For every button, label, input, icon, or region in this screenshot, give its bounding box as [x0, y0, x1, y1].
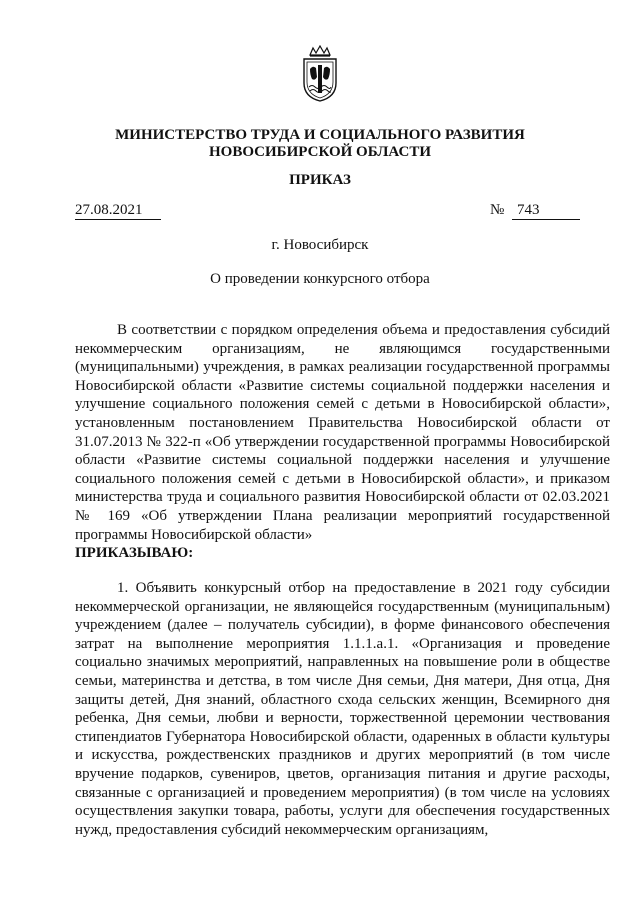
city-line: г. Новосибирск — [271, 237, 369, 253]
preamble-paragraph: В соответствии с порядком определения объема и предоставления субсидий некоммерческим организациям, не являющимся государственными (муниципальными) учреждения, в рамках реализации государственной программы Новосибирской области «Развитие системы социальной поддержки населения и улучшение социального положения семей с детьми в Новосибирской области», установленным постановлением Правительства Новосибирской области от 31.07.2013 № 322-п «Об утверждении государственной программы Новосибирской области «Развитие системы социальной поддержки населения и улучшение социального положения семей с детьми в Новосибирской области», и приказом министерства труда и социального развития Новосибирской области от 02.03.2021 № 169 «Об утверждении Плана реализации мероприятий государственной программы Новосибирской области» — [75, 322, 610, 543]
ministry-name-line2: НОВОСИБИРСКОЙ ОБЛАСТИ — [208, 144, 432, 160]
coat-of-arms-emblem — [298, 45, 342, 103]
ministry-name-line1: МИНИСТЕРСТВО ТРУДА И СОЦИАЛЬНОГО РАЗВИТИЯ — [115, 127, 525, 143]
order-item-1: 1. Объявить конкурсный отбор на предоставление в 2021 году субсидии некоммерческой организации, не являющейся государственным (муниципальным) учреждением (далее – получатель субсидии), в форме финансового обеспечения затрат на выполнение мероприятия 1.1.1.а.1. «Организация и проведение социально значимых мероприятий, направленных на повышение роли в обществе семьи, материнства и детства, в том числе Дня семьи, Дня матери, Дня отца, Дня защиты детей, Дня знаний, областного схода сельских женщин, Всемирного дня ребенка, Дня семьи, любви и верности, торжественной церемонии чествования стипендиатов Губернатора Новосибирской области, одаренных в области культуры и искусства, рождественских праздников и других мероприятий (в том числе вручение подарков, сувениров, цветов, организация питания и другие расходы, связанные с организацией и проведением мероприятия) (в том числе на условиях осуществления закупки товара, работы, услуги для обеспечения государственных нужд, предоставления субсидий некоммерческим организациям, — [75, 580, 610, 838]
document-type-title: ПРИКАЗ — [289, 172, 351, 188]
order-number: 743 — [512, 202, 580, 220]
order-verb: ПРИКАЗЫВАЮ: — [75, 545, 194, 561]
order-date: 27.08.2021 — [75, 202, 161, 220]
order-subject: О проведении конкурсного отбора — [210, 271, 430, 287]
order-number-label: № — [490, 202, 505, 218]
